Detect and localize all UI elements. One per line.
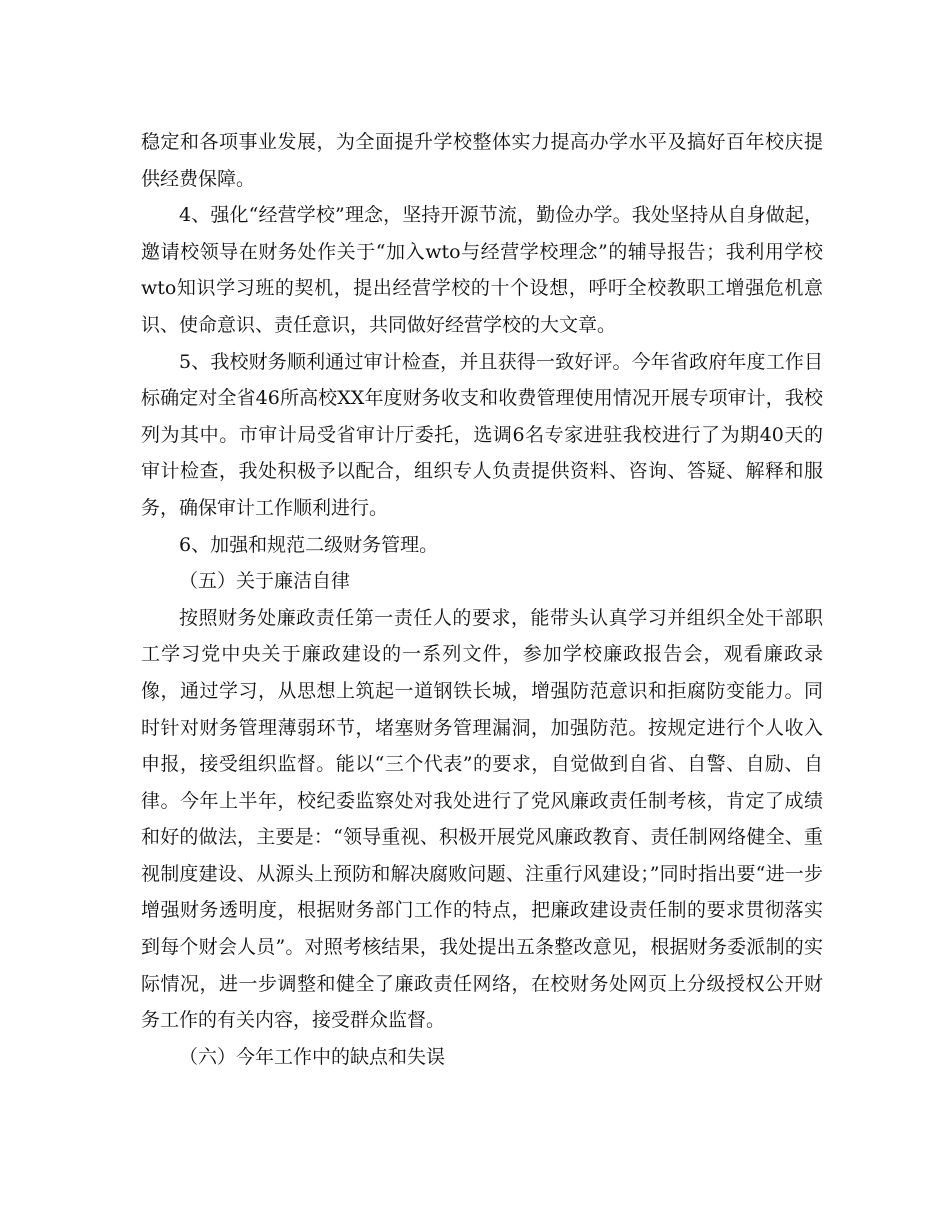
document-body — [141, 124, 823, 1075]
paragraph-continuation: 稳定和各项事业发展，为全面提升学校整体实力提高办学水平及搞好百年校庆提供经费保障。 — [141, 131, 823, 190]
paragraph-item-4: 4、强化“经营学校”理念，坚持开源节流，勤俭办学。我处坚持从自身做起，邀请校领导在财务处作关于“加入wto与经营学校理念”的辅导报告；我利用学校wto知识学习班的契机，提出经营学校的十个设想，呼吁全校教职工增强危机意识、使命意识、责任意识，共同做好经营学校的大文章。 — [141, 204, 823, 336]
section-heading-5: （五）关于廉洁自律 — [179, 570, 351, 593]
section-heading-6: （六）今年工作中的缺点和失误 — [179, 1045, 446, 1068]
paragraph-item-6: 6、加强和规范二级财务管理。 — [179, 533, 439, 556]
paragraph-integrity: 按照财务处廉政责任第一责任人的要求，能带头认真学习并组织全处干部职工学习党中央关于廉政建设的一系列文件，参加学校廉政报告会，观看廉政录像，通过学习，从思想上筑起一道钢铁长城，增强防范意识和拒腐防变能力。同时针对财务管理薄弱环节，堵塞财务管理漏洞，加强防范。按规定进行个人收入申报，接受组织监督。能以“三个代表”的要求，自觉做到自省、自警、自励、自律。今年上半年，校纪委监察处对我处进行了党风廉政责任制考核，肯定了成绩和好的做法，主要是：“领导重视、积极开展党风廉政教育、责任制网络健全、重视制度建设、从源头上预防和解决腐败问题、注重行风建设；”同时指出要“进一步增强财务透明度，根据财务部门工作的特点，把廉政建设责任制的要求贯彻落实到每个财会人员”。对照考核结果，我处提出五条整改意见，根据财务委派制的实际情况，进一步调整和健全了廉政责任网络，在校财务处网页上分级授权公开财务工作的有关内容，接受群众监督。 — [141, 606, 823, 1032]
paragraph-item-5: 5、我校财务顺利通过审计检查，并且获得一致好评。今年省政府年度工作目标确定对全省46所高校XX年度财务收支和收费管理使用情况开展专项审计，我校列为其中。市审计局受省审计厅委托，选调6名专家进驻我校进行了为期40天的审计检查，我处积极予以配合，组织专人负责提供资料、咨询、答疑、解释和服务，确保审计工作顺利进行。 — [141, 350, 823, 519]
